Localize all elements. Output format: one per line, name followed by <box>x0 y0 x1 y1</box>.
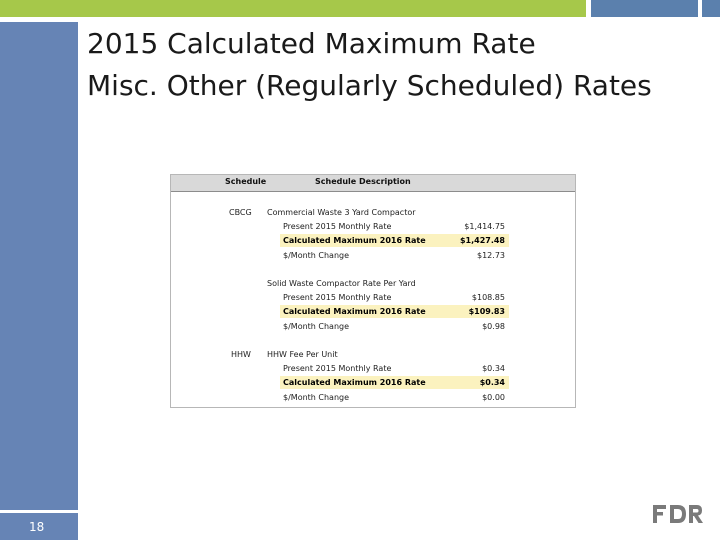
top-accent-bar-blue-end <box>702 0 720 17</box>
row-label: Present 2015 Monthly Rate <box>283 222 392 231</box>
row-value: $1,414.75 <box>464 222 505 231</box>
row-label: $/Month Change <box>283 251 350 260</box>
group-schedule: CBCG <box>229 208 252 217</box>
group-description: Commercial Waste 3 Yard Compactor <box>267 208 416 217</box>
row-label: $/Month Change <box>283 393 350 402</box>
header-schedule: Schedule <box>225 177 267 186</box>
group-description: Solid Waste Compactor Rate Per Yard <box>267 279 416 288</box>
row-value: $1,427.48 <box>459 236 505 245</box>
row-label: Calculated Maximum 2016 Rate <box>283 236 426 245</box>
rates-table <box>170 174 576 408</box>
row-label: $/Month Change <box>283 322 350 331</box>
fdr-logo <box>652 503 704 525</box>
slide-title: 2015 Calculated Maximum Rate <box>87 27 536 60</box>
row-value: $12.73 <box>477 251 505 260</box>
row-value: $0.34 <box>482 364 505 373</box>
row-value: $0.34 <box>479 378 505 387</box>
top-accent-bar-blue <box>591 0 698 17</box>
row-value: $0.00 <box>482 393 505 402</box>
row-label: Present 2015 Monthly Rate <box>283 364 392 373</box>
top-accent-bar-green <box>0 0 586 17</box>
row-value: $108.85 <box>471 293 505 302</box>
row-value: $0.98 <box>482 322 505 331</box>
row-label: Calculated Maximum 2016 Rate <box>283 378 426 387</box>
header-description: Schedule Description <box>315 177 411 186</box>
row-label: Present 2015 Monthly Rate <box>283 293 392 302</box>
table-header-row <box>171 175 575 192</box>
side-accent-bar <box>0 22 78 510</box>
group-schedule: HHW <box>231 350 251 359</box>
row-label: Calculated Maximum 2016 Rate <box>283 307 426 316</box>
group-description: HHW Fee Per Unit <box>267 350 338 359</box>
slide-subtitle: Misc. Other (Regularly Scheduled) Rates <box>87 69 652 102</box>
row-value: $109.83 <box>468 307 505 316</box>
page-number: 18 <box>29 520 45 534</box>
